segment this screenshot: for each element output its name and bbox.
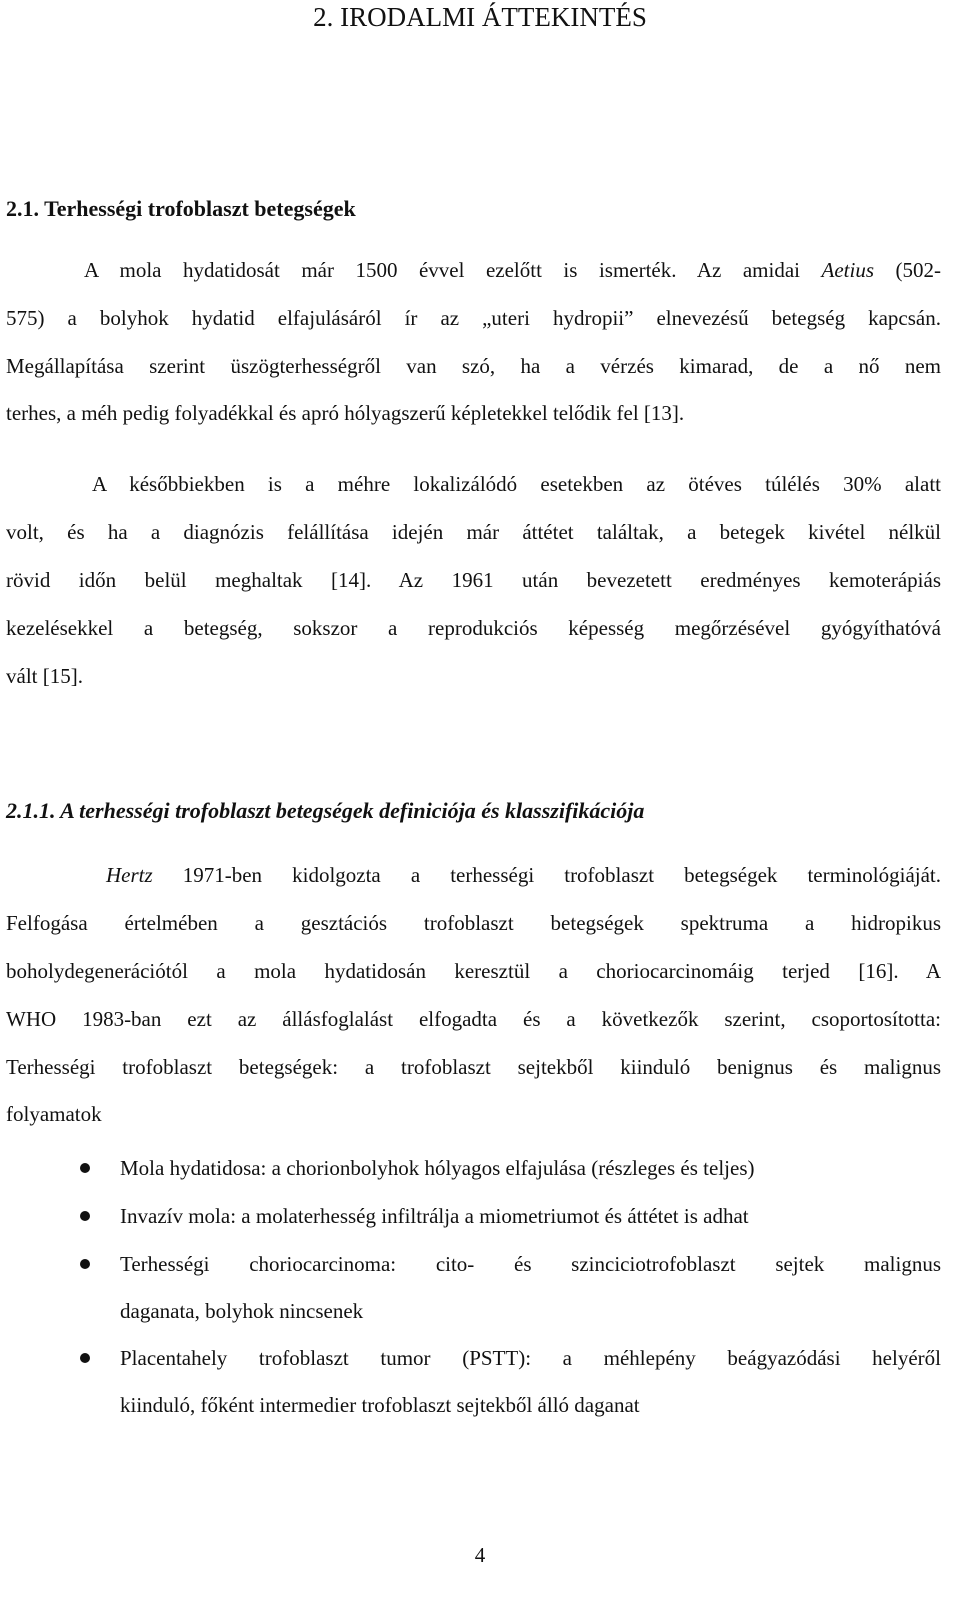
list-item-text: Placentahely trofoblaszt tumor (PSTT): a méhlepény beágyazódási helyéről: [120, 1346, 941, 1370]
paragraph-line: terhes, a méh pedig folyadékkal és apró hólyagszerű képletekkel telődik fel [13].: [6, 401, 685, 425]
bullet-icon: [80, 1259, 90, 1269]
list-item-text: Terhességi choriocarcinoma: cito- és szinciciotrofoblaszt sejtek malignus: [120, 1252, 941, 1276]
paragraph-line: 575) a bolyhok hydatid elfajulásáról ír az „uteri hydropii” elnevezésű betegség kapcsán.: [6, 306, 941, 330]
person-name: Hertz: [106, 863, 153, 887]
paragraph-line: boholydegenerációtól a mola hydatidosán keresztül a choriocarcinomáig terjed [16]. A: [6, 959, 941, 983]
page-number: 4: [474, 1543, 486, 1567]
chapter-title: 2. IRODALMI ÁTTEKINTÉS: [313, 2, 647, 32]
paragraph-line: volt, és ha a diagnózis felállítása idején már áttétet találtak, a betegek kivétel nélkül: [6, 520, 941, 544]
paragraph-line: kezelésekkel a betegség, sokszor a reprodukciós képesség megőrzésével gyógyíthatóvá: [6, 616, 941, 640]
paragraph-line: rövid időn belül meghaltak [14]. Az 1961 után bevezetett eredményes kemoterápiás: [6, 568, 941, 592]
bullet-icon: [80, 1211, 90, 1221]
bullet-icon: [80, 1163, 90, 1173]
list-item-text: Mola hydatidosa: a chorionbolyhok hólyagos elfajulása (részleges és teljes): [120, 1156, 755, 1180]
section-title: 2.1. Terhességi trofoblaszt betegségek: [6, 196, 356, 221]
paragraph-line: [84, 256, 941, 284]
paragraph-line: Megállapítása szerint üszögterhességről van szó, ha a vérzés kimarad, de a nő nem: [6, 354, 941, 378]
paragraph-line: A későbbiekben is a méhre lokalizálódó esetekben az ötéves túlélés 30% alatt: [92, 472, 941, 496]
text-run: A mola hydatidosát már 1500 évvel ezelőtt is ismerték. Az amidai: [84, 258, 822, 282]
paragraph-line: [106, 861, 941, 889]
bullet-icon: [80, 1353, 90, 1363]
text-run: 1971-ben kidolgozta a terhességi trofoblaszt betegségek terminológiáját.: [152, 863, 941, 887]
person-name: Aetius: [821, 258, 874, 282]
paragraph-line: vált [15].: [6, 664, 83, 688]
list-item-text: Invazív mola: a molaterhesség infiltrálja a miometriumot és áttétet is adhat: [120, 1204, 749, 1228]
subsection-title: 2.1.1. A terhességi trofoblaszt betegségek definiciója és klasszifikációja: [6, 798, 645, 823]
paragraph-line: WHO 1983-ban ezt az állásfoglalást elfogadta és a következők szerint, csoportosította:: [6, 1007, 941, 1031]
list-item-text: kiinduló, főként intermedier trofoblaszt sejtekből álló daganat: [120, 1393, 640, 1417]
text-run: (502-: [874, 258, 941, 282]
paragraph-line: Felfogása értelmében a gesztációs trofoblaszt betegségek spektruma a hidropikus: [6, 911, 941, 935]
paragraph-line: folyamatok: [6, 1102, 102, 1126]
list-item-text: daganata, bolyhok nincsenek: [120, 1299, 364, 1323]
paragraph-line: Terhességi trofoblaszt betegségek: a trofoblaszt sejtekből kiinduló benignus és malignus: [6, 1055, 941, 1079]
